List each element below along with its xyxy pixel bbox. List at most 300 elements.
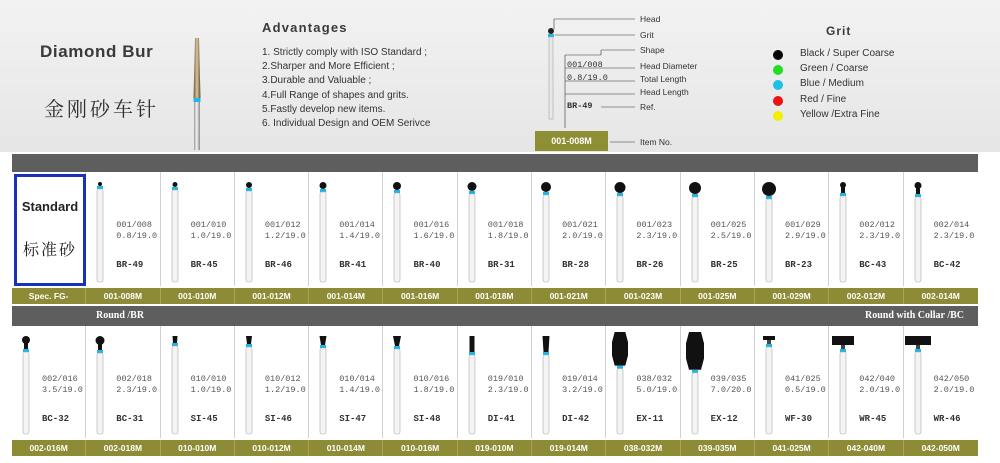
product-ref: WR-45 [859, 414, 887, 424]
bur-shank [172, 346, 178, 434]
product-spec [413, 374, 454, 396]
product-spec [488, 220, 529, 242]
item-number: 010-014M [309, 440, 383, 456]
bur-shank [246, 347, 252, 434]
item-number-bar-1 [12, 288, 978, 304]
item-number: 001-021M [532, 288, 606, 304]
bur-shank [394, 349, 400, 434]
product-ref: BR-28 [562, 260, 590, 270]
bur-head-round [22, 336, 30, 344]
grit-band [617, 193, 623, 196]
product-ref: SI-48 [413, 414, 441, 424]
bur-illustration [86, 172, 116, 286]
shape-code: 041/025 [784, 374, 821, 384]
item-number: 042-040M [829, 440, 903, 456]
bur-shank [915, 352, 921, 434]
grit-band [469, 352, 475, 355]
item-number: 010-016M [383, 440, 457, 456]
grit-blue-dot [773, 80, 783, 90]
dimensions: 2.3/19.0 [116, 385, 158, 395]
bur-head-round [615, 182, 626, 193]
legend-label-grit: Grit [640, 30, 654, 40]
dimensions: 5.0/19.0 [636, 385, 678, 395]
dimensions: 1.8/19.0 [487, 231, 529, 241]
section-label-round-collar: Round with Collar /BC [864, 310, 964, 321]
bur-illustration [383, 172, 413, 286]
product-ref: SI-47 [339, 414, 367, 424]
product-cell [606, 172, 680, 286]
legend-label-head: Head [640, 14, 661, 24]
grit-label: Blue / Medium [800, 78, 864, 89]
dimensions: 2.9/19.0 [784, 231, 826, 241]
item-number: 001-023M [606, 288, 680, 304]
bur-shank [97, 353, 103, 434]
product-ref: BR-45 [190, 260, 218, 270]
legend-ref: BR-49 [567, 101, 593, 111]
product-ref: BR-46 [264, 260, 292, 270]
product-spec [42, 374, 83, 396]
product-ref: EX-11 [636, 414, 664, 424]
product-ref: SI-45 [190, 414, 218, 424]
bur-shank [543, 195, 549, 282]
shape-code: 001/016 [413, 220, 450, 230]
bur-head-round [541, 182, 551, 192]
dimensions: 2.0/19.0 [933, 385, 975, 395]
bur-shank [23, 352, 29, 434]
dimensions: 1.4/19.0 [339, 385, 380, 395]
product-spec [636, 220, 677, 242]
bur-shank [97, 189, 103, 282]
product-cell [161, 172, 235, 286]
grit-row [770, 109, 930, 123]
bur-illustration [309, 172, 339, 286]
product-spec [339, 220, 380, 242]
grit-band [692, 194, 698, 197]
dimensions: 2.5/19.0 [710, 231, 752, 241]
catalog-header [0, 0, 1000, 152]
shape-code: 039/035 [710, 374, 747, 384]
grit-band [394, 190, 400, 193]
advantage-item: 1. Strictly comply with ISO Standard ; [262, 47, 428, 58]
grit-band [172, 343, 178, 346]
bur-illustration [904, 326, 934, 438]
legend-label-head-length: Head Length [640, 87, 689, 97]
bur-shank [172, 190, 178, 282]
bur-shank [840, 196, 846, 282]
product-ref: BR-40 [413, 260, 441, 270]
product-spec [116, 374, 157, 396]
shape-code: 019/014 [562, 374, 598, 384]
product-spec [711, 374, 752, 396]
bur-head-round [393, 182, 401, 190]
bur-head-wheel [905, 336, 931, 345]
shape-code: 010/012 [264, 374, 301, 384]
bur-head-inverted-cone [172, 336, 177, 343]
bur-neck [916, 345, 920, 349]
bur-shank [617, 369, 623, 434]
bur-illustration [86, 326, 116, 438]
grit-band [97, 186, 103, 189]
bur-shank [692, 373, 698, 434]
bur-illustration [829, 326, 859, 438]
product-spec [116, 220, 157, 242]
bur-illustration [606, 326, 636, 438]
grit-row [770, 78, 930, 92]
bur-illustration [532, 172, 562, 286]
grit-band [617, 366, 623, 369]
bur-shank [840, 352, 846, 434]
item-number: 001-010M [161, 288, 235, 304]
bur-neck [841, 345, 845, 349]
bur-head-wheel [763, 336, 775, 340]
bur-head-wheel [832, 336, 854, 345]
shape-code: 002/018 [116, 374, 153, 384]
item-number: 039-035M [681, 440, 755, 456]
product-cell [829, 326, 903, 438]
product-spec [934, 374, 975, 396]
product-ref: BC-32 [42, 414, 70, 424]
dimensions: 2.3/19.0 [859, 231, 901, 241]
shape-code: 002/016 [42, 374, 78, 384]
advantages-list [262, 46, 430, 131]
bur-head-round [320, 182, 327, 189]
legend-shape-code: 001/008 [567, 60, 603, 70]
shape-code: 010/016 [413, 374, 450, 384]
grit-band [246, 344, 252, 347]
shape-code: 001/018 [487, 220, 524, 230]
grit-band [23, 349, 29, 352]
standard-label: Standard [21, 199, 79, 214]
dimensions: 2.3/19.0 [487, 385, 529, 395]
item-number: 041-025M [755, 440, 829, 456]
bur-shank [617, 196, 623, 282]
grit-title: Grit [826, 24, 852, 38]
shape-code: 001/012 [264, 220, 301, 230]
dimensions: 7.0/20.0 [710, 385, 752, 395]
grit-band [840, 193, 846, 196]
product-cell [12, 326, 86, 438]
product-spec [636, 374, 677, 396]
product-cell [681, 172, 755, 286]
grit-label: Yellow /Extra Fine [800, 109, 880, 120]
grit-band [840, 349, 846, 352]
shape-code: 001/029 [784, 220, 821, 230]
product-spec [413, 220, 454, 242]
product-ref: SI-46 [264, 414, 292, 424]
shape-code: 001/008 [116, 220, 153, 230]
product-ref: BR-41 [339, 260, 367, 270]
product-cell [755, 172, 829, 286]
dimensions: 1.0/19.0 [190, 385, 232, 395]
shape-code: 010/010 [190, 374, 227, 384]
legend-label-shape: Shape [640, 45, 665, 55]
product-spec [859, 374, 900, 396]
advantage-item: 6. Individual Design and OEM Serivce [262, 118, 431, 130]
shape-code: 042/050 [933, 374, 970, 384]
bur-collar [24, 343, 28, 349]
dimensions: 2.0/19.0 [562, 231, 603, 241]
shape-code: 042/040 [859, 374, 895, 384]
dimensions: 2.3/19.0 [933, 231, 975, 241]
grit-red-dot [773, 96, 783, 106]
item-number: 010-012M [235, 440, 309, 456]
grit-yellow-dot [773, 111, 783, 121]
product-spec [785, 374, 826, 396]
item-number: 038-032M [606, 440, 680, 456]
product-cell [606, 326, 680, 438]
grit-band [766, 196, 772, 199]
product-ref: BC-42 [933, 260, 961, 270]
product-spec [265, 374, 306, 396]
bur-collar [916, 188, 920, 194]
item-number: 002-014M [921, 291, 960, 301]
table-top-band [12, 154, 978, 172]
bur-illustration [904, 172, 934, 286]
bur-head-inverted-long [543, 336, 550, 352]
grit-band [320, 189, 326, 192]
bur-shank [692, 197, 698, 282]
product-cell [755, 326, 829, 438]
bur-collar [841, 187, 845, 193]
bur-head-round [762, 182, 776, 196]
dimensions: 3.5/19.0 [42, 385, 83, 395]
product-spec [265, 220, 306, 242]
product-spec [785, 220, 826, 242]
grit-band [766, 344, 772, 347]
product-spec [562, 220, 603, 242]
dimensions: 2.0/19.0 [859, 385, 901, 395]
dimensions: 1.8/19.0 [413, 385, 455, 395]
advantages-title: Advantages [262, 20, 348, 35]
grit-band [543, 352, 549, 355]
item-number: 001-029M [755, 288, 829, 304]
product-ref: BC-43 [859, 260, 887, 270]
product-ref: DI-42 [562, 414, 590, 424]
bur-illustration [755, 326, 785, 438]
item-number: 002-012M [829, 288, 903, 304]
bur-illustration [161, 326, 191, 438]
item-number: 001-012M [235, 288, 309, 304]
product-row-2 [12, 326, 978, 438]
product-spec [934, 220, 975, 242]
legend-dims: 0.8/19.0 [567, 73, 608, 83]
dimensions: 1.4/19.0 [339, 231, 380, 241]
bur-illustration [12, 326, 42, 438]
product-cell [904, 326, 978, 438]
product-cell [829, 172, 903, 286]
shape-code: 002/012 [859, 220, 895, 230]
product-ref: BC-31 [116, 414, 144, 424]
standard-grit-box [14, 174, 86, 286]
product-cell [309, 172, 383, 286]
shape-code: 038/032 [636, 374, 673, 384]
product-ref: BR-23 [784, 260, 812, 270]
product-cell [532, 326, 606, 438]
bur-head-inverted-cone [393, 336, 401, 346]
bur-shank [469, 194, 475, 282]
bur-head-round [689, 182, 701, 194]
product-cell [458, 172, 532, 286]
dimensions: 1.2/19.0 [264, 231, 306, 241]
bur-illustration [755, 172, 785, 286]
bur-illustration [829, 172, 859, 286]
grit-row [770, 48, 930, 62]
bur-illustration [309, 326, 339, 438]
shape-code: 010/014 [339, 374, 375, 384]
item-number: 001-008M [86, 288, 160, 304]
product-cell [532, 172, 606, 286]
dimensions: 1.0/19.0 [190, 231, 232, 241]
grit-label: Green / Coarse [800, 63, 869, 74]
product-cell [235, 172, 309, 286]
bur-shank [543, 355, 549, 434]
section-label-round: Round /BR [96, 310, 145, 321]
spec-label: Spec. FG- [12, 288, 86, 304]
advantage-item: 5.Fastly develop new items. [262, 103, 386, 115]
product-spec [191, 220, 232, 242]
item-number: 010-010M [161, 440, 235, 456]
bur-illustration [606, 172, 636, 286]
dimensions: 2.3/19.0 [636, 231, 678, 241]
product-ref: BR-26 [636, 260, 664, 270]
bur-illustration [681, 326, 711, 438]
grit-black-dot [773, 50, 783, 60]
grit-band [915, 194, 921, 197]
standard-label-chinese: 标准砂 [22, 240, 77, 259]
item-number: 002-016M [12, 440, 86, 456]
dimensions: 0.8/19.0 [116, 231, 158, 241]
bur-shank [320, 348, 326, 434]
product-ref: WF-30 [784, 414, 812, 424]
bur-neck [767, 340, 771, 344]
bur-shank [394, 193, 400, 282]
shape-code: 002/014 [933, 220, 970, 230]
bur-head-round [246, 182, 252, 188]
product-row-1 [12, 172, 978, 286]
grit-band [543, 192, 549, 195]
legend-label-total-length: Total Length [640, 74, 687, 84]
shape-code: 001/025 [710, 220, 747, 230]
item-number: 001-018M [458, 288, 532, 304]
product-ref: BR-25 [710, 260, 738, 270]
grit-band [394, 346, 400, 349]
bur-head-inverted-cone [320, 336, 327, 345]
bur-shank [766, 199, 772, 282]
diamond-bur-illustration [186, 38, 208, 150]
product-cell [86, 172, 160, 286]
section-band [12, 306, 978, 326]
grit-band [469, 191, 475, 194]
bur-head-round [96, 336, 105, 345]
legend-label-ref: Ref. [640, 102, 656, 112]
product-spec [339, 374, 380, 396]
product-ref: WR-46 [933, 414, 961, 424]
bur-illustration [235, 172, 265, 286]
bur-collar [98, 344, 102, 350]
product-cell [235, 326, 309, 438]
bur-head-inverted-long [469, 336, 474, 352]
shape-code: 001/023 [636, 220, 673, 230]
grit-label: Black / Super Coarse [800, 48, 895, 59]
bur-illustration [458, 326, 488, 438]
legend-label-item-no: Item No. [640, 137, 673, 147]
item-number: 042-050M [921, 443, 960, 453]
product-spec [711, 220, 752, 242]
bur-head-round [467, 182, 476, 191]
product-ref: DI-41 [487, 414, 515, 424]
bur-head-round [98, 182, 102, 186]
shape-code: 001/021 [562, 220, 598, 230]
grit-label: Red / Fine [800, 94, 847, 105]
product-title: Diamond Bur [40, 42, 154, 61]
product-cell [458, 326, 532, 438]
bur-illustration [161, 172, 191, 286]
bur-head-barrel [612, 332, 628, 366]
product-title-chinese: 金刚砂车针 [44, 97, 159, 121]
bur-illustration [458, 172, 488, 286]
shape-code: 001/014 [339, 220, 375, 230]
item-number: 002-018M [86, 440, 160, 456]
grit-band [320, 345, 326, 348]
bur-illustration [532, 326, 562, 438]
product-ref: BR-31 [487, 260, 515, 270]
grit-band [692, 370, 698, 373]
product-cell [86, 326, 160, 438]
bur-illustration [383, 326, 413, 438]
advantage-item: 4.Full Range of shapes and grits. [262, 89, 409, 101]
bur-head-barrel [686, 332, 704, 370]
bur-shank [766, 347, 772, 434]
bur-illustration [681, 172, 711, 286]
product-cell [309, 326, 383, 438]
grit-band [172, 187, 178, 190]
product-ref: BR-49 [116, 260, 144, 270]
bur-shank [915, 197, 921, 282]
grit-band [915, 349, 921, 352]
item-number: 001-025M [681, 288, 755, 304]
product-cell [681, 326, 755, 438]
advantage-item: 3.Durable and Valuable ; [262, 75, 372, 87]
product-spec [191, 374, 232, 396]
dimensions: 0.5/19.0 [784, 385, 826, 395]
bur-shank [246, 191, 252, 282]
product-ref: EX-12 [710, 414, 738, 424]
dimensions: 1.2/19.0 [264, 385, 306, 395]
shape-code: 001/010 [190, 220, 227, 230]
item-number: 001-014M [309, 288, 383, 304]
grit-band [97, 350, 103, 353]
grit-row [770, 63, 930, 77]
legend-label-head-diameter: Head Diameter [640, 61, 698, 71]
item-number: 001-016M [383, 288, 457, 304]
product-cell [904, 172, 978, 286]
shape-code: 019/010 [487, 374, 524, 384]
product-spec [488, 374, 529, 396]
grit-green-dot [773, 65, 783, 75]
product-cell [383, 326, 457, 438]
product-cell [161, 326, 235, 438]
bur-head-inverted-cone [246, 336, 252, 344]
product-spec [562, 374, 603, 396]
bur-shank [469, 355, 475, 434]
item-number-bar-2 [12, 440, 978, 456]
bur-shank [320, 192, 326, 282]
legend-item-no-chip: 001-008M [535, 131, 608, 151]
dimensions: 1.6/19.0 [413, 231, 455, 241]
product-spec [859, 220, 900, 242]
item-number: 019-014M [532, 440, 606, 456]
product-cell [383, 172, 457, 286]
